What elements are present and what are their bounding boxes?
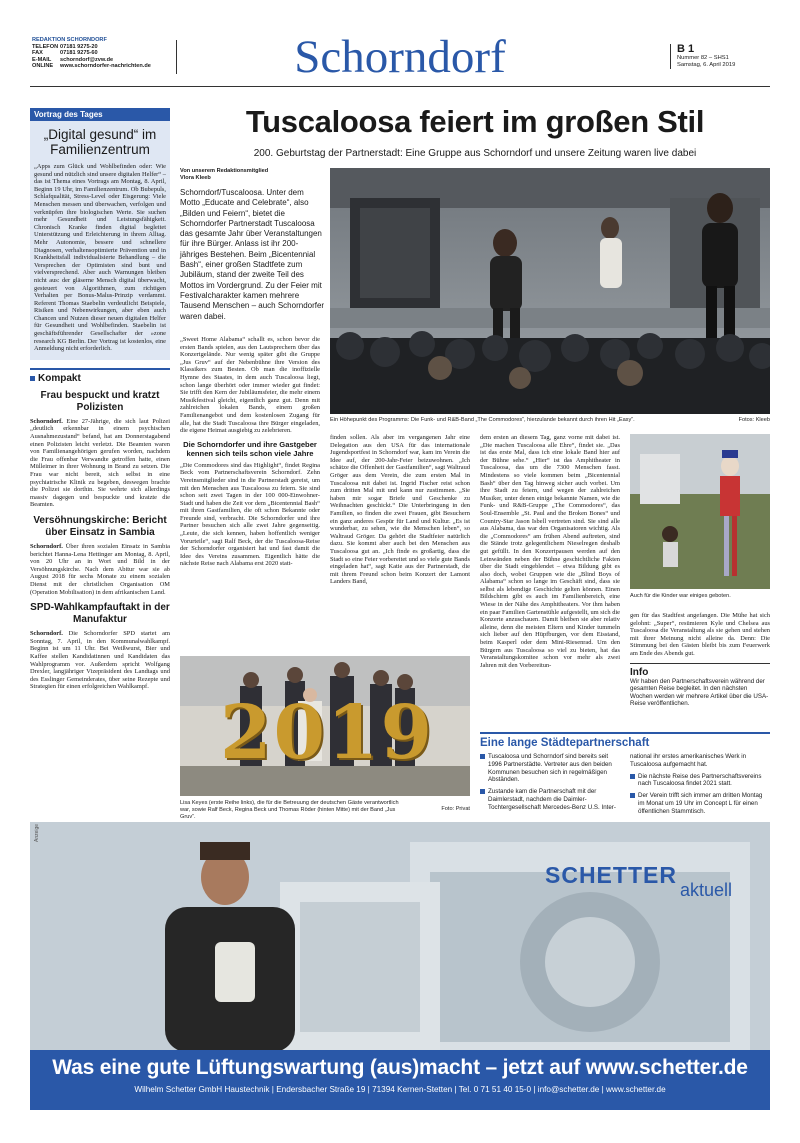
staedte-title: Eine lange Städtepartnerschaft <box>480 732 770 749</box>
masthead-divider <box>176 40 177 74</box>
kompakt-item-loc: Schorndorf. <box>30 417 63 425</box>
vortrag-kicker: Vortrag des Tages <box>30 108 170 121</box>
kompakt-item-loc: Schorndorf. <box>30 630 63 638</box>
article-headline: Tuscaloosa feiert im großen Stil <box>245 104 705 139</box>
redaktion-label: REDAKTION SCHORNDORF <box>32 37 107 43</box>
credit-concert: Fotos: Kleeb <box>738 417 770 423</box>
article-col1-text: „Sweet Home Alabama“ schallt es, schon bevor die ersten Bands spielen, aus den Lautsprechern über das Konzertgelände. Nur wenig später gibt die Gruppe „Jus Gruv“ auf der Nebenbühne ihre Version des Klassikers zum Besten. Ob man die inoffizielle Hymne des Staates, in dem auch Tuscaloosa liegt, schon lange überhört oder immer wieder gut findet: Sie trifft den Kern der Jubiläumsfeier, die mehr einem Musikfestival gleicht, eigentlich ganz gut. Denn mit zahlreichen lokalen Bands, einem großen Familienangebot und dem kostenlosen Zugang für alle, hat die Stadt Tuscaloosa ihre Bürger eingeladen, die eigene Heimat ausgiebig zu zelebrieren. <box>180 336 320 435</box>
kompakt-item-body: Die Schorndorfer SPD startet am Sonntag, 7. April, in den Kommunalwahlkampf. Beginn ist um 11 Uhr. Bei Weißwurst, Bier und Kaffee stellen Kandidatinnen und Kandidaten das Wahlprogramm vor. Außerdem spricht Wolfgang Drexler, langjähriger Vizepräsident des Landtags und des Esslinger Gemeinderates, über seine Rezepte und Strategien für einen erfolgreichen Wahlkampf. <box>30 630 170 691</box>
ad-illustration <box>30 822 770 1052</box>
square-icon <box>30 376 35 381</box>
ad-brand-sub: aktuell <box>680 880 733 900</box>
staedte-item: national ihr erstes amerikanisches Werk in Tuscaloosa aufgemacht hat. <box>630 753 747 768</box>
credit-group: Foto: Privat <box>441 806 470 812</box>
staedte-item: Der Verein trifft sich immer am dritten Montag im Monat um 19 Uhr im Concept L für einen öffentlichen Stammtisch. <box>630 792 770 815</box>
byline-author: Vlora Kleeb <box>180 175 211 181</box>
fax-value: 07181 9275-60 <box>60 50 98 57</box>
fax-label: FAX <box>32 50 43 57</box>
issue-number: Nummer 82 – SHS1 <box>677 55 729 61</box>
kompakt-label: Kompakt <box>38 372 81 384</box>
kompakt-item-title: SPD-Wahlkampfauftakt in der Manufaktur <box>30 602 170 626</box>
square-icon <box>480 789 485 794</box>
info-heading: Info <box>630 663 770 678</box>
vortrag-box <box>30 121 170 360</box>
ad-banner[interactable] <box>30 1050 770 1110</box>
staedte-box <box>480 732 770 820</box>
vortrag-title: „Digital gesund“ im Familienzentrum <box>43 127 157 157</box>
vortrag-body: „Apps zum Glück und Wohlbefinden oder: Wie gesund und nützlich sind unsere digitalen Helfer“ – das ist Thema eines Vortrags am Montag, 8. April, Beginn 19 Uhr, im Familienzentrum. Ob Bubepuls, Schlafqualität, Stress-Level oder Eisgerung: Viele Menschen messen und überwachen, verfolgen und verknüpfen ihre biologischen Werte. Sie suchen mehr Gesundheit und Leistungsfähigkeit. Chronisch Kranke finden digital begleitet Unterstützung und Erleichterung in ihrem Alltag. Mehr Autonomie, bessere und schnellere Diagnosen, verhaltensoptimierte Prävention und in Krankheitsfall individualisierte Behandlung – die Versprechen der Optimisten sind bunt und vielversprechend. Aber auch Warnungen bleiben nicht aus: der gläserne Mensch digital überwacht, gesteuert von Algorithmen, zum richtigen Verhalten per Bonus-Malus-Prinzip verdammt. Referent Thomas Staebelin verdeutlicht Beispiele, Risiken und Nebenwirkungen, aber eben auch Chancen und Nutzen dieser neuen digitalen Helfer für Gesundheit und Wohlbefinden. Staebelin ist geschäftsführender Gesellschafter der »zone research KG Berlin. Der Vortrag ist kostenlos, eine Anmeldung nicht erforderlich. <box>34 163 166 353</box>
staedte-item: Tuscaloosa und Schorndorf sind bereits seit 1996 Partnerstädte. Vertreter aus den beiden Kommunen besuchen sich in regelmäßigen Abständen. <box>480 753 620 784</box>
byline <box>180 168 320 182</box>
masthead-title: Schorndorf <box>294 31 506 83</box>
online-value[interactable]: www.schorndorfer-nachrichten.de <box>60 63 151 70</box>
masthead-rule <box>30 86 770 87</box>
square-icon <box>630 793 635 798</box>
contact-block <box>32 37 172 70</box>
concert-illustration <box>330 168 770 414</box>
caption-group: Lisa Keyes (erste Reihe links), die für die Betreuung der deutschen Gäste verantwortlich war, sowie Ralf Beck, Regina Beck und Thomas Röder (hinten Mitte) mit der Band „Jus Gruv“. <box>180 800 399 820</box>
issue-date: Samstag, 6. April 2019 <box>677 62 736 68</box>
kompakt-item-loc: Schorndorf. <box>30 542 63 550</box>
page-number: B 1 <box>677 43 695 55</box>
photo-group <box>180 656 470 796</box>
article-intro-text: Schorndorf/Tuscaloosa. Unter dem Motto „Educate and Celebrate“, also „Bilden und Feiern“, bietet die Schorndorfer Partnerstadt Tuscaloosa das gesamte Jahr über Veranstaltungen für ihre Bürger. Anlass ist ihr 200-jähriges Bestehen. Beim „Bicentennial Bash“, einer großen Stadtfete zum Jubiläum, stand der zweite Teil des Mottos im Vordergrund. Zu der Feier mit Festivalcharakter kamen mehrere Tausend Menschen – auch Schorndorfer waren dabei. <box>180 188 325 321</box>
email-value[interactable]: schorndorf@zvw.de <box>60 56 114 63</box>
telefon-label: TELEFON <box>32 43 59 50</box>
article-col3-text: dem ersten an diesem Tag, ganz vorne mit dabei ist. „Die machen Tuscaloosa alle Ehre“, findet sie. „Das ist das erste Mal, dass ich eine lokale Band hier auf der Bühne sehe.“ „Hier“ ist das Amphitheater in Tuscaloosa, das um die 7300 Menschen fasst. Mindestens so viele kommen beim „Bicentennial Bash“ über den Tag hinweg sicher auch vorbei. Um ihre Stadt zu feiern, und wegen der zahlreichen Musiker, unter denen einige bekannte Namen, wie die Funk- und R&B-Gruppe „The Commodores“, das Soul-Ensemble „St. Paul and the Broken Bones“ und Country-Star Jason Isbell vertreten sind. Sie sind alle aus Alabama, das war den Organisatoren wichtig. Als die „Commodores“ am frühen Abend auftreten, sind die Stände trotz gelegentlichem Nieselregen deshalb gut gefüllt. In den Konzertpausen werden auf den Leinwänden neben der Bühne geschichtliche Fakten über die Stadt eingeblendet – etwa Bildung gibt es also doch, wobei Gruppen wie die „Blind Boys of Alabama“ schon so lange im Geschäft sind, dass sie selbst als lebendige Geschichte gelten können. Einen Bildschirm gibt es auch im Familienbereich, eine Wiese in der Nähe des Amphitheaters. Vor ihm haben ein paar Familien Gartenstühle aufgestellt, um sich die Konzerte anzuschauen. Damit bleiben sie aber relativ alleine, denn die meisten Eltern und Kinder tummeln sich lieber auf den Hüpfburgen, vor dem Eisstand, beim Kasperl oder dem Mini-Riesenrad. Um den Bürgern aus Tuscaloosa so viel zu bieten, hat das Veranstaltungskomitee schon vor mehr als zwei Jahren mit den Vorbereitun- <box>480 434 620 669</box>
article-col2-text: finden sollen. Als aber im vergangenen Jahr eine Delegation aus den USA für das internationale Jugendsportfest in Schorndorf war, kam im Verein die Idee auf, der 200-Jahr-Feier beizuwohnen. „Ich schätze die Offenheit der Gastfamilien“, sagt Waltraud Gröger aus dem Verein, die zum ersten Mal in Tuscaloosa mit dabei ist. Ingrid Fischer reist schon zum dritten Mal mit und kann nur zustimmen. „Sie haben mir sogar Briefe und Geschenke zu Weihnachten geschickt.“ Die Unterbringung in den Familien, so finden die zwei Frauen, gibt Besuchern ein ganz anderes Gespür für Land und Kultur. „Es ist wunderbar, zu sehen, wie die Menschen leben“, so Waltraud Gröger. Da gehört die Stadtfeier natürlich dazu. Sie kommt aber auch bei den Menschen aus Tuscaloosa gut an. „Ich finde es großartig, dass die Stadt so eine Feier vorbereitet und so viele gute Bands eingeladen hat“, sagt Katie aus der Partnerstadt, die mit ihrem Freund schon beim Konzert der Lamont Landers Band, <box>330 434 470 586</box>
ad-vertical-label: Anzeige <box>34 823 40 842</box>
article-column-2 <box>330 434 470 587</box>
article-column-3 <box>480 434 620 670</box>
article-subhead: 200. Geburtstag der Partnerstadt: Eine Gruppe aus Schorndorf und unsere Zeitung waren live dabei <box>253 148 697 159</box>
caption-concert: Ein Höhepunkt des Programms: Die Funk- und R&B-Band „The Commodores“, hierzulande bekannt durch ihren Hit „Easy“. <box>330 417 635 423</box>
article-col1b-text: „Die Commodores sind das Highlight“, findet Regina Beck vom Partnerschaftsverein Schorndorf. Zehn Vereinsmitglieder sind in die Partnerstadt gereist, um mit den Menschen aus Tuscaloosa zu feiern. Sie sind schon seit zwei Tagen in der 100 000-Einwohner-Stadt und haben die Zeit vor dem „Bicentennial Bash“ mit ihren Gastfamilien, die oft schon Bekannte oder Freunde sind, verbracht. Die Schorndorfer und ihre Partner besuchen sich alle zwei Jahre gegenseitig. „Leute, die sich kennen, haben hoffentlich weniger Vorurteile“, sagt Ralf Beck, der die Tuscaloosa-Reise der Schorndorfer organisiert hat und fast damit die Idee des Vereins zusammen. Eigentlich hätte die nächste Reise nach Alabama erst 2020 statt- <box>180 461 320 568</box>
kompakt-item-title: Frau bespuckt und kratzt Polizisten <box>40 389 160 413</box>
article-subheading: Die Schorndorfer und ihre Gastgeber kennen sich teils schon viele Jahre <box>183 439 317 458</box>
kids-illustration <box>630 434 770 589</box>
square-icon <box>480 754 485 759</box>
ad-brand: SCHETTER <box>545 862 677 888</box>
kompakt-item-body: Über ihren sozialen Einsatz in Sambia berichtet Hanna-Lena Hettinger am Montag, 8. April, von 20 Uhr an in Wort und Bild in der Versöhnungskirche. Nach dem Abitur war sie ab August 2018 für sechs Monate zu einem sozialen Dienst mit der christlichen Organisation OM (Operation Mobilisation) in dem afrikanischen Land. <box>30 542 170 596</box>
staedte-item: Zustande kam die Partnerschaft mit der Daimlerstadt, nachdem die Daimler-Tochtergesellschaft Mercedes-Benz U.S. Inter- <box>480 788 620 811</box>
ad-headline: Was eine gute Lüftungswartung (aus)macht – jetzt auf www.schetter.de <box>52 1056 748 1079</box>
article-column-1 <box>180 336 320 569</box>
article-col4-text: gen für das Stadtfest angefangen. Die Mühe hat sich gelohnt: „Super“, resümieren Kyle und Chelsea aus Tuscaloosa die Veranstaltung als sie gehen und stehen mit ihrer Meinung nicht alleine da. Denn: Die Stimmung bei den Gästen bleibt bis zum Feuerwerk am Ende des Abends gut. <box>630 612 770 657</box>
article-intro <box>180 188 325 322</box>
byline-role: Von unserem Redaktionsmitglied <box>180 168 269 174</box>
issue-block <box>670 44 780 69</box>
square-icon <box>630 774 635 779</box>
photo-concert <box>330 168 770 414</box>
year-sign: 2019 <box>220 690 434 776</box>
kompakt-header <box>30 368 170 384</box>
staedte-item: Die nächste Reise des Partnerschaftsvereins nach Tuscaloosa findet 2021 statt. <box>630 773 770 789</box>
telefon-value: 07181 9275-20 <box>60 43 98 50</box>
online-label: ONLINE <box>32 63 54 70</box>
kompakt-item-title: Versöhnungskirche: Bericht über Einsatz in Sambia <box>33 514 167 538</box>
left-column <box>30 108 170 692</box>
ad-footer: Wilhelm Schetter GmbH Haustechnik | Endersbacher Straße 19 | 71394 Kernen-Stetten | Tel. 0 71 51 40 15-0 | info@schetter.de | www.schetter.de <box>134 1085 666 1094</box>
info-text: Wir haben den Partnerschaftsverein während der gesamten Reise begleitet. In den nächsten Wochen werden wir mehrere Artikel über die USA-Reise veröffentlichen. <box>630 677 769 708</box>
email-label: E-MAIL <box>32 56 52 63</box>
article-column-4 <box>630 612 770 708</box>
photo-kids <box>630 434 770 589</box>
kompakt-item-body: Eine 27-Jährige, die sich laut Polizei „deutlich erkennbar in einem psychischen Ausnahmezustand“ befand, hat am Donnerstagabend einen Polizisten leicht verletzt. Die Beamten waren von Familienangehörigen gerufen worden, nachdem die Frau offenbar Verwandte getroffen hatte, einen Mülleimer in ihrer Wohnung in Brand zu setzen. Die Frau war nicht bereit, sich selbst in eine psychiatrische Klinik zu begeben, deswegen brachte die Polizei sie dorthin. Sie wehrte sich allerdings massiv dagegen und bespuckte und kratzte die Beamten. <box>30 417 170 509</box>
caption-kids: Auch für die Kinder war einiges geboten. <box>630 593 731 599</box>
